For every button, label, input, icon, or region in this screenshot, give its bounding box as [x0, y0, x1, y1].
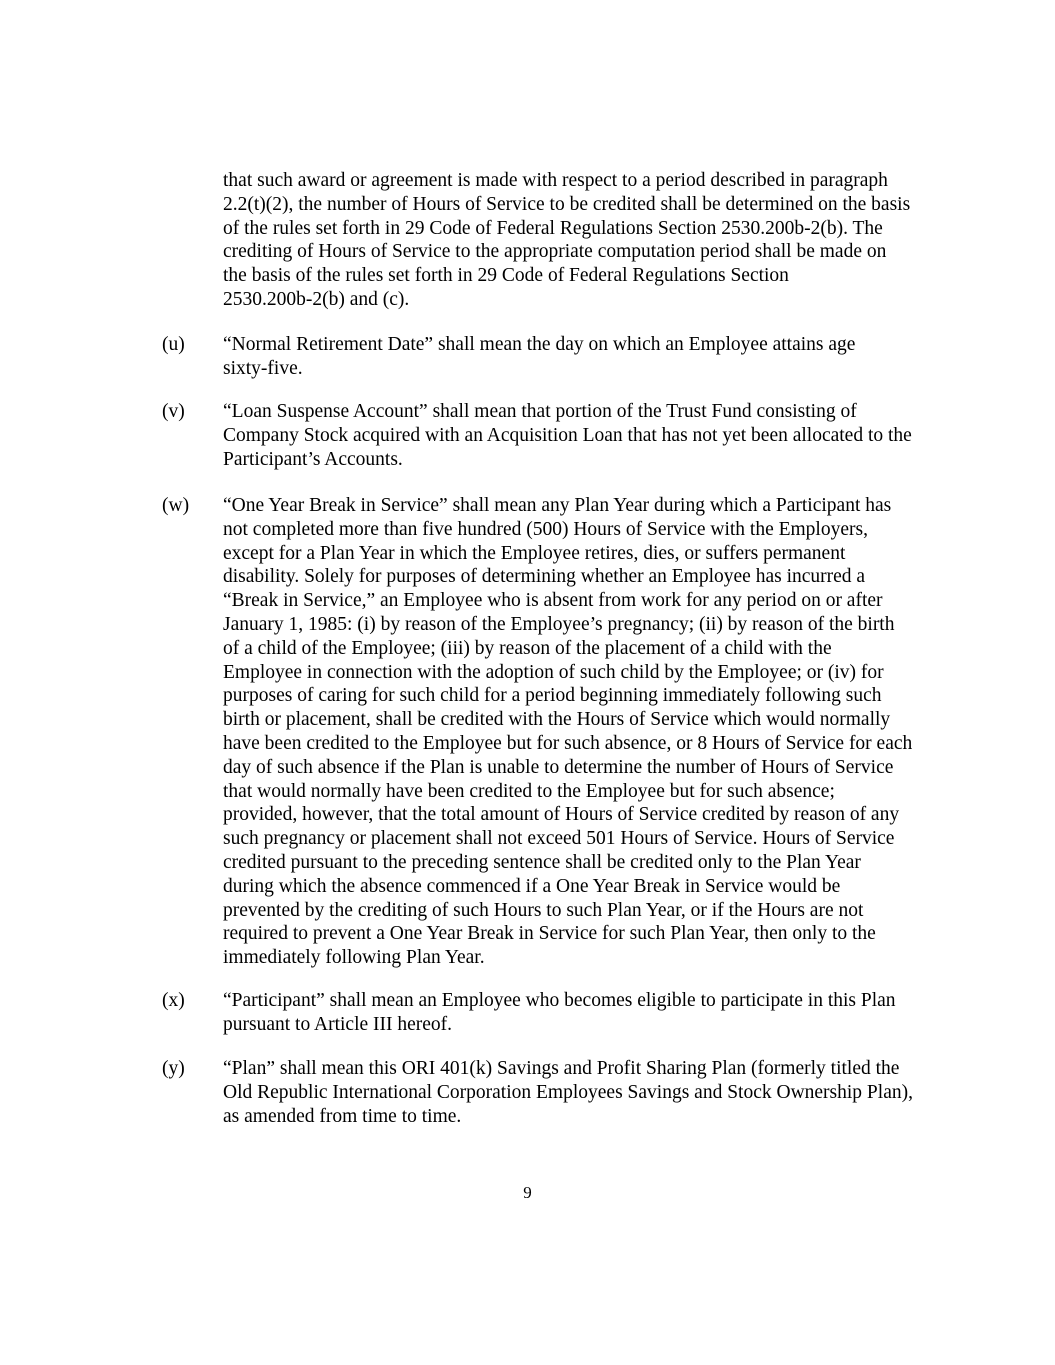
text-line: day of such absence if the Plan is unable to determine the number of Hours of Service	[223, 756, 894, 778]
text-line: 2.2(t)(2), the number of Hours of Service to be credited shall be determined on the basis	[223, 193, 911, 215]
text-line: “Loan Suspense Account” shall mean that portion of the Trust Fund consisting of	[223, 401, 857, 422]
text-line: “Normal Retirement Date” shall mean the day on which an Employee attains age	[223, 334, 856, 355]
text-line: January 1, 1985: (i) by reason of the Employee’s pregnancy; (ii) by reason of the birth	[223, 613, 895, 635]
text-line: prevented by the crediting of such Hours to such Plan Year, or if the Hours are not	[223, 899, 864, 921]
text-line: during which the absence commenced if a One Year Break in Service would be	[223, 875, 841, 897]
text-line: the basis of the rules set forth in 29 Code of Federal Regulations Section	[223, 265, 789, 287]
text-line: required to prevent a One Year Break in Service for such Plan Year, then only to the	[223, 923, 876, 945]
text-line: purposes of caring for such child for a period beginning immediately following such	[223, 685, 882, 707]
text-line: sixty-five.	[223, 357, 303, 379]
continuation-paragraph	[223, 169, 963, 312]
text-line: provided, however, that the total amount of Hours of Service credited by reason of any	[223, 804, 900, 826]
text-line: “Participant” shall mean an Employee who becomes eligible to participate in this Plan	[223, 990, 896, 1011]
text-line: Company Stock acquired with an Acquisition Loan that has not yet been allocated to the	[223, 424, 912, 446]
item-x-text	[223, 989, 963, 1037]
item-v-marker: (v)	[162, 401, 185, 422]
text-line: “One Year Break in Service” shall mean any Plan Year during which a Participant has	[223, 495, 892, 516]
text-line: pursuant to Article III hereof.	[223, 1013, 453, 1035]
text-line: except for a Plan Year in which the Employee retires, dies, or suffers permanent	[223, 542, 846, 564]
item-v-text	[223, 400, 963, 471]
text-line: Participant’s Accounts.	[223, 448, 403, 470]
text-line: birth or placement, shall be credited with the Hours of Service which would normally	[223, 709, 891, 731]
text-line: have been credited to the Employee but for such absence, or 8 Hours of Service for each	[223, 732, 913, 754]
text-line: immediately following Plan Year.	[223, 947, 485, 969]
item-y-text	[223, 1057, 963, 1128]
item-u-marker: (u)	[162, 334, 185, 355]
text-line: not completed more than five hundred (500) Hours of Service with the Employers,	[223, 518, 868, 540]
text-line: credited pursuant to the preceding sentence shall be credited only to the Plan Year	[223, 851, 861, 873]
text-line: as amended from time to time.	[223, 1105, 462, 1127]
text-line: of the rules set forth in 29 Code of Federal Regulations Section 2530.200b-2(b). The	[223, 217, 883, 239]
text-line: Employee in connection with the adoption of such child by the Employee; or (iv) for	[223, 661, 884, 683]
item-x-marker: (x)	[162, 990, 185, 1011]
text-line: 2530.200b-2(b) and (c).	[223, 288, 410, 310]
item-w-text	[223, 494, 963, 970]
text-line: of a child of the Employee; (iii) by reason of the placement of a child with the	[223, 637, 832, 659]
text-line: “Break in Service,” an Employee who is absent from work for any period on or after	[223, 590, 883, 612]
item-y-marker: (y)	[162, 1058, 185, 1079]
text-line: crediting of Hours of Service to the appropriate computation period shall be made on	[223, 241, 887, 263]
text-line: “Plan” shall mean this ORI 401(k) Savings and Profit Sharing Plan (formerly titled the	[223, 1058, 900, 1079]
text-line: Old Republic International Corporation Employees Savings and Stock Ownership Plan),	[223, 1081, 913, 1103]
text-line: disability. Solely for purposes of determining whether an Employee has incurred a	[223, 566, 866, 588]
page-number: 9	[523, 1183, 532, 1202]
text-line: such pregnancy or placement shall not exceed 501 Hours of Service. Hours of Service	[223, 828, 895, 850]
item-w-marker: (w)	[162, 495, 190, 516]
text-line: that would normally have been credited to the Employee but for such absence;	[223, 780, 835, 802]
item-u-text	[223, 333, 963, 381]
text-line: that such award or agreement is made with respect to a period described in paragraph	[223, 170, 888, 191]
